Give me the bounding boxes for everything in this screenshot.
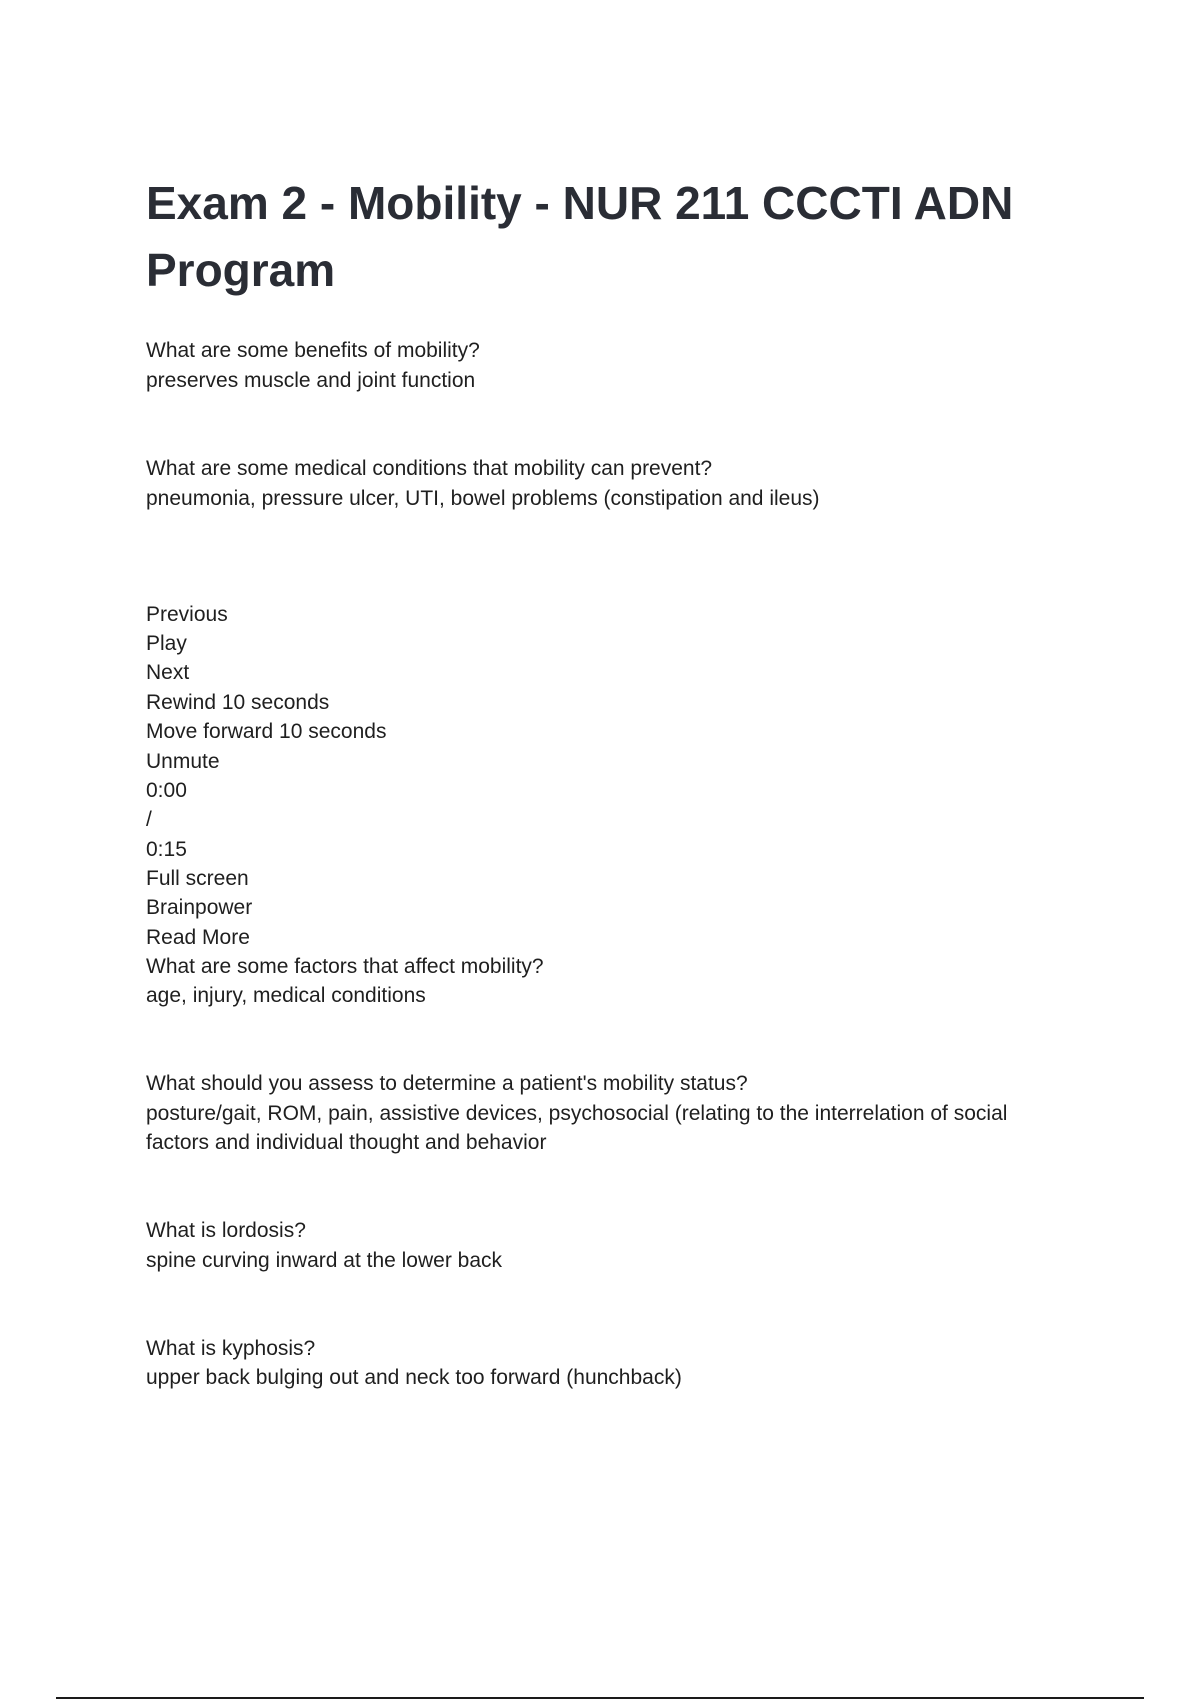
fullscreen-button[interactable]: Full screen — [146, 867, 249, 890]
answer-text: upper back bulging out and neck too forward (hunchback) — [146, 1366, 682, 1389]
answer-text: spine curving inward at the lower back — [146, 1249, 503, 1272]
brand-link[interactable]: Brainpower — [146, 896, 253, 919]
question-text: What are some factors that affect mobility? — [146, 955, 544, 978]
question-text: What are some medical conditions that mobility can prevent? — [146, 457, 713, 480]
current-time: 0:00 — [146, 779, 187, 802]
page-title: Exam 2 - Mobility - NUR 211 CCCTI ADN Program — [146, 177, 1014, 296]
question-text: What is lordosis? — [146, 1219, 306, 1242]
play-button[interactable]: Play — [146, 632, 187, 655]
question-text: What should you assess to determine a patient's mobility status? — [146, 1072, 748, 1095]
answer-text: pneumonia, pressure ulcer, UTI, bowel problems (constipation and ileus) — [146, 487, 820, 510]
duration: 0:15 — [146, 838, 187, 861]
question-text: What is kyphosis? — [146, 1337, 316, 1360]
answer-text: posture/gait, ROM, pain, assistive devices, psychosocial (relating to the interrelation of social factors and individual thought and behavior — [146, 1102, 1008, 1154]
question-text: What are some benefits of mobility? — [146, 339, 480, 362]
read-more-link[interactable]: Read More — [146, 926, 250, 949]
rewind-button[interactable]: Rewind 10 seconds — [146, 691, 330, 714]
next-button[interactable]: Next — [146, 661, 190, 684]
footer-divider — [56, 1697, 1144, 1699]
answer-text: age, injury, medical conditions — [146, 984, 426, 1007]
answer-text: preserves muscle and joint function — [146, 369, 476, 392]
previous-button[interactable]: Previous — [146, 603, 228, 626]
time-separator: / — [146, 808, 152, 831]
unmute-button[interactable]: Unmute — [146, 750, 220, 773]
forward-button[interactable]: Move forward 10 seconds — [146, 720, 387, 743]
